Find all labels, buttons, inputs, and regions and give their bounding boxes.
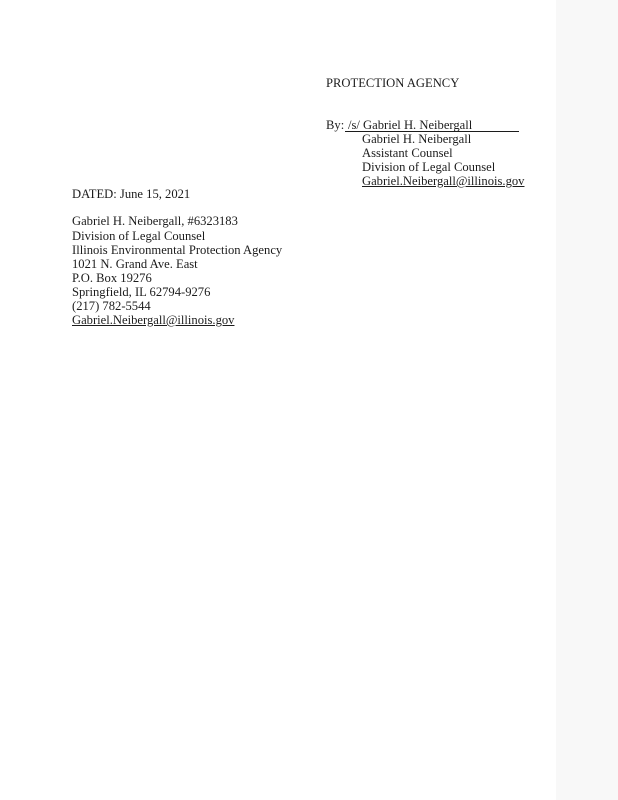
address-street: 1021 N. Grand Ave. East [72,257,198,271]
address-po-box: P.O. Box 19276 [72,271,152,285]
address-division: Division of Legal Counsel [72,229,206,243]
signatory-name: Gabriel H. Neibergall [362,132,472,146]
page-margin-shade [556,0,618,800]
address-email-link[interactable]: Gabriel.Neibergall@illinois.gov [72,313,235,327]
agency-title-line: PROTECTION AGENCY [326,76,460,90]
by-label: By: [326,118,345,132]
address-city: Springfield, IL 62794-9276 [72,285,211,299]
electronic-signature: /s/ Gabriel H. Neibergall [348,118,473,132]
signatory-title: Assistant Counsel [362,146,453,160]
address-agency: Illinois Environmental Protection Agency [72,243,283,257]
signatory-email-link[interactable]: Gabriel.Neibergall@illinois.gov [362,174,525,188]
address-phone: (217) 782-5544 [72,299,151,313]
date-line: DATED: June 15, 2021 [72,187,191,201]
address-name: Gabriel H. Neibergall, #6323183 [72,214,238,228]
signatory-division: Division of Legal Counsel [362,160,496,174]
